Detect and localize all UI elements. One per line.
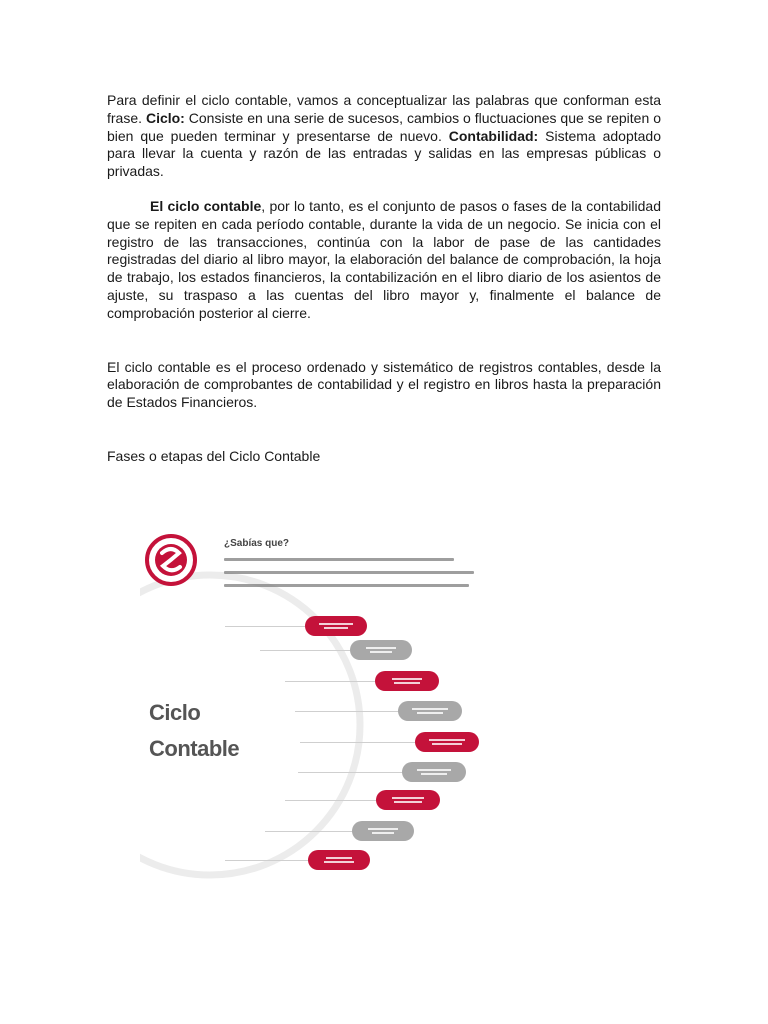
term-ciclo-contable: El ciclo contable: [150, 197, 262, 214]
figure-title: ¿Sabías que?: [224, 538, 290, 549]
connector-line: [285, 800, 380, 801]
connector-line: [298, 772, 403, 773]
ciclo-contable-figure: [140, 520, 485, 880]
paragraph-definition: [107, 92, 661, 181]
connector-line: [300, 742, 415, 743]
cycle-label-line2: Contable: [149, 736, 240, 761]
cycle-step: [402, 762, 466, 782]
caption-line: [224, 584, 469, 587]
text-span: Para definir el ciclo contable, vamos a conceptualizar las palabras que conforman esta frase.: [107, 92, 661, 126]
cycle-step: [398, 701, 462, 721]
connector-line: [260, 650, 350, 651]
cycle-step: [352, 821, 414, 841]
connector-line: [265, 831, 355, 832]
document-body: [107, 92, 661, 466]
text-span: , por lo tanto, es el conjunto de pasos o fases de la contabilidad que se repiten en cada período contable, durante la vida de un negocio. Se inicia con el registro de las transacciones, continúa con la labor de pase de las cantidades registradas del diario al libro mayor, la elaboración del balance de comprobación, la hoja de trabajo, los estados financieros, la contabilización en el libro diario de los asientos de ajuste, su traspaso a las cuentas del libro mayor y, finalmente el balance de comprobación posterior al cierre.: [107, 197, 661, 321]
paragraph-ciclo-contable: [107, 198, 661, 323]
cycle-label-line1: Ciclo: [149, 700, 201, 725]
connector-line: [225, 860, 310, 861]
connector-line: [225, 626, 305, 627]
caption-line: [224, 571, 474, 574]
cycle-step: [376, 790, 440, 810]
cycle-step: [415, 732, 479, 752]
cycle-step: [350, 640, 412, 660]
paragraph-proceso: El ciclo contable es el proceso ordenado y sistemático de registros contables, desde la elaboración de comprobantes de contabilidad y el registro en libros hasta la preparación de Estados Financieros.: [107, 358, 661, 411]
cycle-step: [308, 850, 370, 870]
cycle-step: [375, 671, 439, 691]
connector-line: [295, 711, 400, 712]
caption-line: [224, 558, 454, 561]
term-contabilidad: Contabilidad:: [448, 127, 539, 144]
text-span: Consiste en una serie de sucesos, cambios o fluctuaciones que se repiten o bien que pueden terminar y presentarse de nuevo.: [107, 109, 661, 144]
s-logo-icon: [147, 536, 195, 584]
cycle-step: [305, 616, 367, 636]
text-span: Sistema adoptado para llevar la cuenta y razón de las entradas y salidas en las empresas públicas o privadas.: [107, 127, 662, 180]
section-heading: Fases o etapas del Ciclo Contable: [107, 447, 321, 464]
term-ciclo: Ciclo:: [145, 109, 185, 126]
connector-line: [285, 681, 375, 682]
